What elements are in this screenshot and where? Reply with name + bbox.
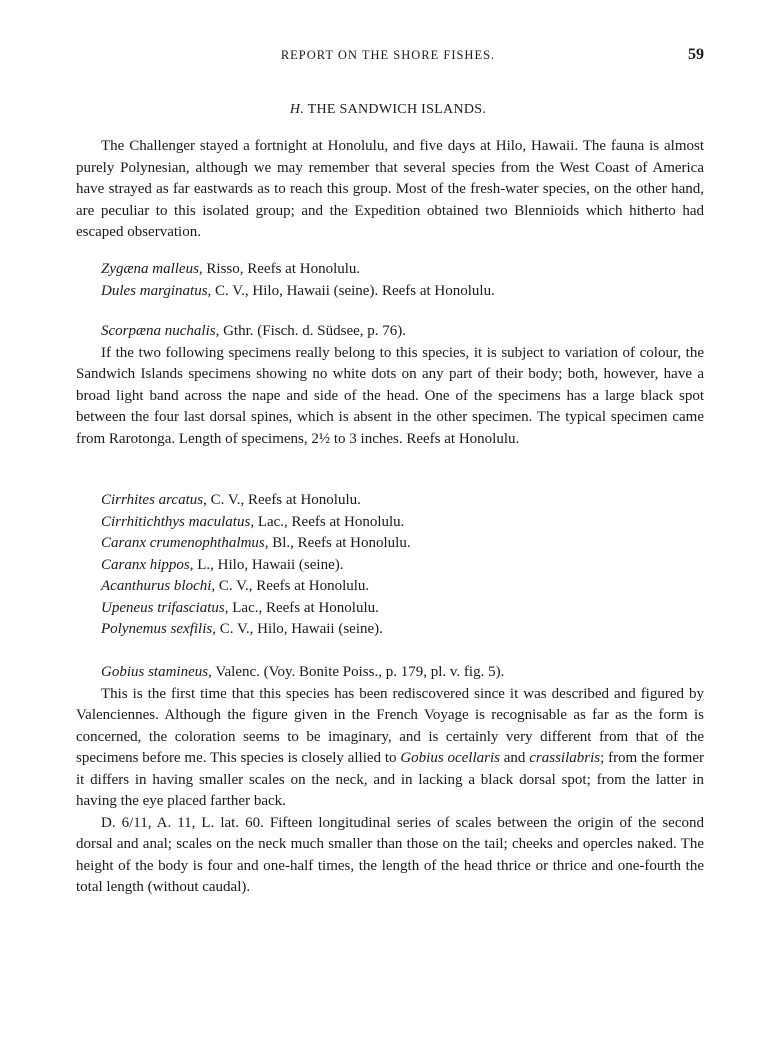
running-title: REPORT ON THE SHORE FISHES. <box>280 48 496 62</box>
intro-block <box>76 136 704 244</box>
intro-paragraph: The Challenger stayed a fortnight at Honolulu, and five days at Hilo, Hawaii. The fauna is almost purely Polynesian, although we may remember that several species from the West Coast of America have strayed as far eastwards as to reach this group. Most of the fresh-water species, on the other hand, are peculiar to this isolated group; and the Expedition obtained two Blennioids which hitherto had escaped observation. <box>76 138 704 240</box>
species-name: Scorpæna nuchalis <box>101 323 216 339</box>
species-name: Caranx crumenophthalmus <box>101 535 265 551</box>
species-name: Cirrhitichthys maculatus <box>101 513 251 530</box>
species-detail: , C. V., Reefs at Honolulu. <box>211 578 370 594</box>
species-entry <box>101 576 704 598</box>
section-title <box>0 102 776 118</box>
species-entry <box>101 533 704 555</box>
gobius-text-c: ; from the former it differs in having smaller scales on the neck, and in lacking a black dorsal spot; from the latter in having the eye placed farther back. <box>76 750 704 809</box>
species-name: Cirrhites arcatus <box>101 492 204 508</box>
species-detail: , C. V., Hilo, Hawaii (seine). <box>212 621 383 637</box>
species-name: Acanthurus blochi <box>101 578 212 594</box>
species-citation: , Gthr. (Fisch. d. Südsee, p. 76). <box>215 323 407 339</box>
species-name: Upeneus trifasciatus <box>101 599 225 616</box>
species-entry <box>101 619 704 641</box>
gobius-paragraph <box>76 684 704 813</box>
gobius-text-a: This is the first time that this species has been rediscovered since it was described and figured by Valenciennes. Although the figure given in the French Voyage is recognisable as far as the form is concerned, the coloration seems to be imaginary, and is certainly very different from that of the specimens before me. This species is closely allied to <box>76 685 704 766</box>
species-detail: , C. V., Reefs at Honolulu. <box>203 492 361 508</box>
species-detail: , Lac., Reefs at Honolulu. <box>250 513 405 530</box>
species-name: Polynemus sexfilis <box>101 621 213 637</box>
species-citation: , Valenc. (Voy. Bonite Poiss., p. 179, pl. v. fig. 5). <box>208 664 505 680</box>
gobius-ref-ocellaris: Gobius ocellaris <box>400 750 500 766</box>
gobius-description: D. 6/11, A. 11, L. lat. 60. Fifteen longitudinal series of scales between the origin of the second dorsal and anal; scales on the neck much smaller than those on the tail; cheeks and opercles naked. The height of the body is four and one-half times, the length of the head thrice or thrice and one-fourth the total length (without caudal). <box>76 814 704 895</box>
gobius-block <box>76 662 704 899</box>
page-number: 59 <box>688 46 704 63</box>
species-detail: , C. V., Hilo, Hawaii (seine). Reefs at Honolulu. <box>207 282 495 299</box>
scorpaena-heading <box>101 321 704 343</box>
species-entry <box>101 555 704 577</box>
species-list-2 <box>76 490 704 641</box>
species-name: Gobius stamineus <box>101 664 209 680</box>
species-detail: , Risso, Reefs at Honolulu. <box>198 261 361 277</box>
species-name: Caranx hippos <box>101 556 190 573</box>
species-detail: , Lac., Reefs at Honolulu. <box>224 599 379 616</box>
species-entry <box>101 259 704 281</box>
section-letter: H. <box>289 102 305 117</box>
species-list-1 <box>76 259 704 302</box>
species-detail: , Bl., Reefs at Honolulu. <box>264 535 411 551</box>
scorpaena-block <box>76 321 704 450</box>
species-detail: , L., Hilo, Hawaii (seine). <box>189 556 344 573</box>
species-name: Dules marginatus <box>101 282 208 299</box>
species-name: Zygæna malleus <box>101 261 199 277</box>
gobius-heading <box>101 662 704 684</box>
species-entry <box>101 490 704 512</box>
species-entry <box>101 281 704 303</box>
section-heading: THE SANDWICH ISLANDS. <box>307 102 487 117</box>
species-entry <box>101 512 704 534</box>
gobius-text-b: and <box>499 750 530 766</box>
scorpaena-paragraph: If the two following specimens really belong to this species, it is subject to variation of colour, the Sandwich Islands specimens showing no white dots on any part of their body; both, however, have a broad light band across the nape and side of the head. One of the specimens has a large black spot between the four last dorsal spines, which is absent in the other specimen. The typical specimen came from Rarotonga. Length of specimens, 2½ to 3 inches. Reefs at Honolulu. <box>76 344 704 447</box>
gobius-ref-crassilabris: crassilabris <box>529 750 601 766</box>
species-entry <box>101 598 704 620</box>
